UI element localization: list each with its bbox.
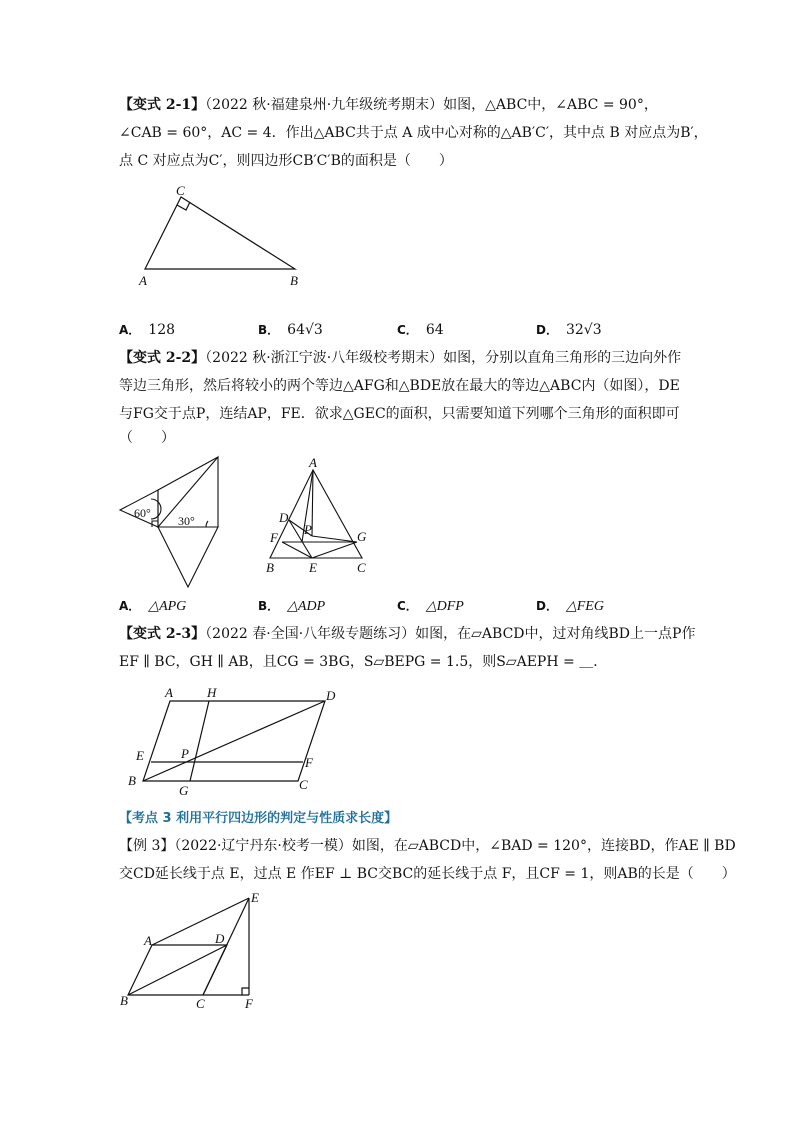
p22-label-P: P	[304, 522, 312, 537]
p22-line1: 【变式 2-2】（2022 秋·浙江宁波·八年级校考期末）如图，分别以直角三角形的三边向外作	[119, 350, 682, 366]
p22-angle-30: 30°	[178, 514, 195, 528]
p23-label-D: D	[326, 688, 336, 703]
p21-label-A: A	[139, 273, 147, 288]
p21-line3: 点 C 对应点为C′，则四边形CB′C′B的面积是（ ）	[119, 153, 453, 169]
p22-option-a[interactable]: A． △APG	[119, 599, 187, 614]
p21-option-d[interactable]: D． 32√3	[536, 322, 602, 338]
p22-figure-left	[118, 455, 228, 590]
p23-label-H: H	[207, 685, 217, 700]
p23-label-E: E	[136, 748, 144, 763]
ex3-label-F: F	[245, 996, 253, 1011]
p21-label-C: C	[176, 183, 185, 198]
p21-source: （2022 秋·福建泉州·九年级统考期末）如图，	[205, 97, 486, 113]
p21-option-c[interactable]: C． 64	[397, 322, 444, 338]
p23-head: 【变式 2-3】	[119, 626, 206, 642]
section-heading: 【考点 3 利用平行四边形的判定与性质求长度】	[119, 811, 398, 826]
p21-label-B: B	[290, 273, 298, 288]
p21-text1: △ABC中，∠ABC = 90°，	[485, 97, 658, 113]
ex3-label-C: C	[196, 996, 205, 1011]
p22-label-F: F	[270, 530, 278, 545]
p22-line4: （ ）	[119, 430, 175, 446]
p22-label-C: C	[357, 560, 366, 575]
ex3-line1: 【例 3】（2022·辽宁丹东·校考一模）如图，在▱ABCD中，∠BAD = 120°，连接BD，作AE ∥ BD	[119, 838, 736, 854]
p23-label-F: F	[305, 755, 313, 770]
p23-line1: 【变式 2-3】（2022 春·全国·八年级专题练习）如图，在▱ABCD中，过对角线BD上一点P作	[119, 626, 696, 642]
p23-label-P: P	[181, 746, 189, 761]
p21-option-b[interactable]: B． 64√3	[258, 322, 323, 338]
p21-line2: ∠CAB = 60°，AC = 4．作出△ABC共于点 A 成中心对称的△AB′C′，其中点 B 对应点为B′，	[119, 125, 708, 141]
p21-head: 【变式 2-1】	[119, 97, 206, 113]
p22-label-G: G	[357, 529, 367, 544]
p23-label-G: G	[179, 783, 189, 798]
p21-figure	[135, 185, 335, 295]
ex3-line2: 交CD延长线于点 E，过点 E 作EF ⊥ BC交BC的延长线于点 F，且CF = 1，则AB的长是（ ）	[119, 866, 736, 882]
p22-option-b[interactable]: B． △ADP	[258, 599, 326, 614]
p21-line1	[119, 95, 658, 115]
p23-label-A: A	[165, 685, 173, 700]
p22-option-c[interactable]: C． △DFP	[397, 599, 464, 614]
p22-option-d[interactable]: D． △FEG	[536, 599, 604, 614]
p22-label-B: B	[266, 560, 274, 575]
p22-line3: 与FG交于点P，连结AP，FE．欲求△GEC的面积，只需要知道下列哪个三角形的面积即可	[119, 406, 680, 422]
p23-label-B: B	[128, 773, 136, 788]
p23-line2: EF ∥ BC，GH ∥ AB，且CG = 3BG，S▱BEPG = 1.5，则S▱AEPH = ＿．	[119, 654, 608, 670]
p22-line2: 等边三角形，然后将较小的两个等边△AFG和△BDE放在最大的等边△ABC内（如图），DE	[119, 378, 680, 394]
ex3-label-E: E	[251, 890, 259, 905]
p22-label-E: E	[309, 560, 317, 575]
p23-figure	[125, 685, 350, 800]
p23-label-C: C	[299, 777, 308, 792]
p22-figure-right	[262, 455, 382, 578]
p22-label-A: A	[309, 455, 317, 470]
ex3-label-A: A	[144, 933, 152, 948]
ex3-figure	[118, 888, 268, 1013]
p22-angle-60: 60°	[134, 506, 151, 520]
p22-label-D: D	[279, 510, 289, 525]
ex3-label-D: D	[215, 931, 225, 946]
ex3-label-B: B	[120, 993, 128, 1008]
p22-head: 【变式 2-2】	[119, 350, 206, 366]
p21-option-a[interactable]: A． 128	[119, 322, 176, 338]
